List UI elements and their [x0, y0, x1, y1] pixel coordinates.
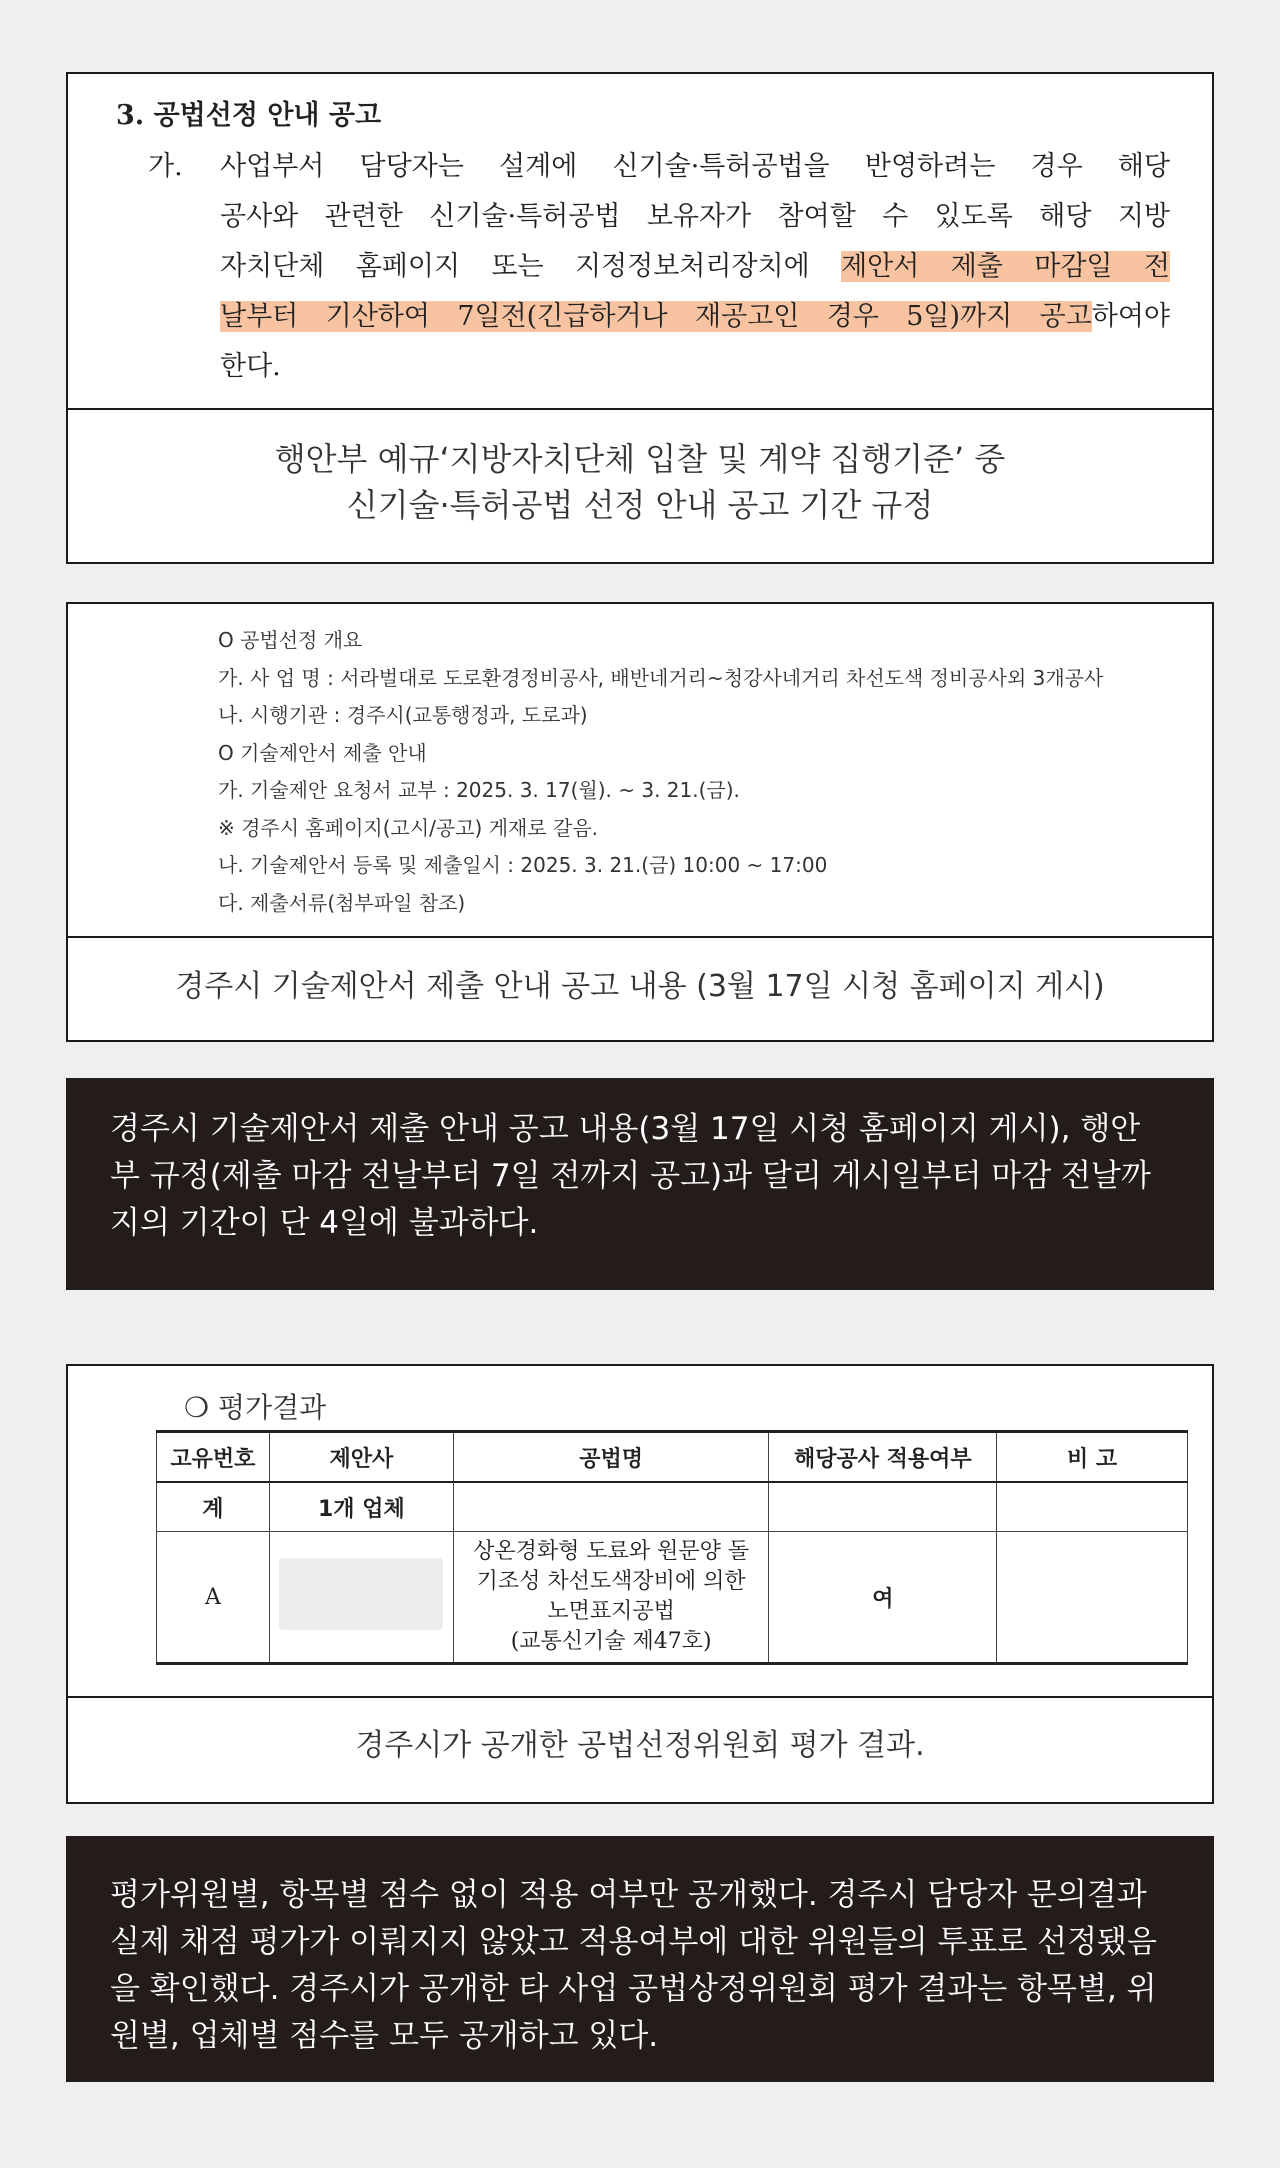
notice-item: O 공법선정 개요 — [218, 628, 363, 652]
box-divider — [68, 408, 1212, 410]
cell-method — [453, 1532, 769, 1664]
regulation-line — [220, 192, 1170, 242]
cell-note — [997, 1532, 1188, 1664]
box-divider — [68, 936, 1212, 938]
notice-item: ※ 경주시 홈페이지(고시/공고) 게재로 갈음. — [218, 815, 599, 840]
line-text: 사업부서 담당자는 설계에 신기술·특허공법을 반영하려는 경우 해당 — [220, 151, 1170, 182]
caption-line-1: 행안부 예규‘지방자치단체 입찰 및 계약 집행기준’ 중 — [274, 440, 1006, 478]
evaluation-caption: 경주시가 공개한 공법선정위원회 평가 결과. — [355, 1728, 925, 1763]
notice-item: O 기술제안서 제출 안내 — [218, 740, 427, 765]
regulation-line — [220, 142, 1170, 192]
method-line: (교통신기술 제47호) — [510, 1629, 712, 1654]
evaluation-table — [156, 1430, 1188, 1665]
regulation-caption — [68, 436, 1212, 528]
header-id: 고유번호 — [157, 1432, 270, 1483]
highlighted-text: 날부터 기산하여 7일전(긴급하거나 재공고인 경우 5일)까지 공고 — [220, 301, 1092, 332]
notice-item: 가. 기술제안 요청서 교부 : 2025. 3. 17(월). ~ 3. 21.(금). — [218, 778, 740, 802]
line-text: 자치단체 홈페이지 또는 지정정보처리장치에 — [220, 251, 842, 282]
regulation-document — [116, 96, 1176, 392]
cell-total-count: 1개 업체 — [269, 1482, 453, 1532]
cell-empty — [769, 1482, 997, 1532]
header-method: 공법명 — [453, 1432, 769, 1483]
regulation-paragraph — [116, 142, 1176, 392]
summary-panel-1 — [66, 1078, 1214, 1290]
notice-item: 나. 기술제안서 등록 및 제출일시 : 2025. 3. 21.(금) 10:00 ~ 17:00 — [218, 853, 828, 877]
cell-id: A — [157, 1532, 270, 1664]
notice-box — [66, 602, 1214, 1042]
paragraph-marker: 가. — [148, 151, 183, 182]
regulation-excerpt-box — [66, 72, 1214, 564]
cell-proposer — [269, 1532, 453, 1664]
caption-line-2: 신기술·특허공법 선정 안내 공고 기간 규정 — [346, 486, 934, 524]
table-row-total — [157, 1482, 1188, 1532]
header-proposer: 제안사 — [269, 1432, 453, 1483]
summary-text: 평가위원별, 항목별 점수 없이 적용 여부만 공개했다. 경주시 담당자 문의결과 실제 채점 평가가 이뤄지지 않았고 적용여부에 대한 위원들의 투표로 선정됐음을 확인했다. 경주시가 공개한 타 사업 공법상정위원회 평가 결과는 항목별, 위원별, 업체별 점수를 모두 공개하고 있다. — [110, 1877, 1157, 2054]
evaluation-title: ❍ 평가결과 — [184, 1391, 327, 1424]
line-text: 공사와 관련한 신기술·특허공법 보유자가 참여할 수 있도록 해당 지방 — [220, 201, 1170, 232]
method-line: 노면표지공법 — [547, 1599, 675, 1624]
method-line: 기조성 차선도색장비에 의한 — [476, 1569, 746, 1594]
notice-caption: 경주시 기술제안서 제출 안내 공고 내용 (3월 17일 시청 홈페이지 게시) — [175, 969, 1105, 1004]
notice-list — [218, 622, 1103, 922]
line-text: 한다. — [220, 351, 281, 382]
regulation-line — [220, 292, 1170, 342]
cell-applied: 여 — [769, 1532, 997, 1664]
evaluation-box — [66, 1364, 1214, 1804]
redacted-company-name — [279, 1558, 443, 1630]
cell-empty — [997, 1482, 1188, 1532]
box-divider — [68, 1696, 1212, 1698]
cell-empty — [453, 1482, 769, 1532]
line-text: 하여야 — [1091, 301, 1170, 332]
header-note: 비 고 — [997, 1432, 1188, 1483]
regulation-line — [220, 242, 1170, 292]
summary-panel-2 — [66, 1836, 1214, 2082]
summary-text: 경주시 기술제안서 제출 안내 공고 내용(3월 17일 시청 홈페이지 게시), 행안부 규정(제출 마감 전날부터 7일 전까지 공고)과 달리 게시일부터 마감 전날까지의 기간이 단 4일에 불과하다. — [110, 1111, 1151, 1241]
notice-item: 가. 사 업 명 : 서라벌대로 도로환경정비공사, 배반네거리~청강사네거리 차선도색 정비공사외 3개공사 — [218, 665, 1104, 690]
notice-item: 다. 제출서류(첨부파일 참조) — [218, 890, 466, 915]
table-row — [157, 1532, 1188, 1664]
notice-item: 나. 시행기관 : 경주시(교통행정과, 도로과) — [218, 703, 588, 727]
regulation-line — [220, 342, 1170, 392]
highlighted-text: 제안서 제출 마감일 전 — [841, 251, 1170, 282]
regulation-heading: 3. 공법선정 안내 공고 — [116, 100, 382, 131]
table-header-row — [157, 1432, 1188, 1483]
header-applied: 해당공사 적용여부 — [769, 1432, 997, 1483]
cell-total-label: 계 — [157, 1482, 270, 1532]
method-line: 상온경화형 도료와 원문양 돌 — [473, 1539, 750, 1564]
